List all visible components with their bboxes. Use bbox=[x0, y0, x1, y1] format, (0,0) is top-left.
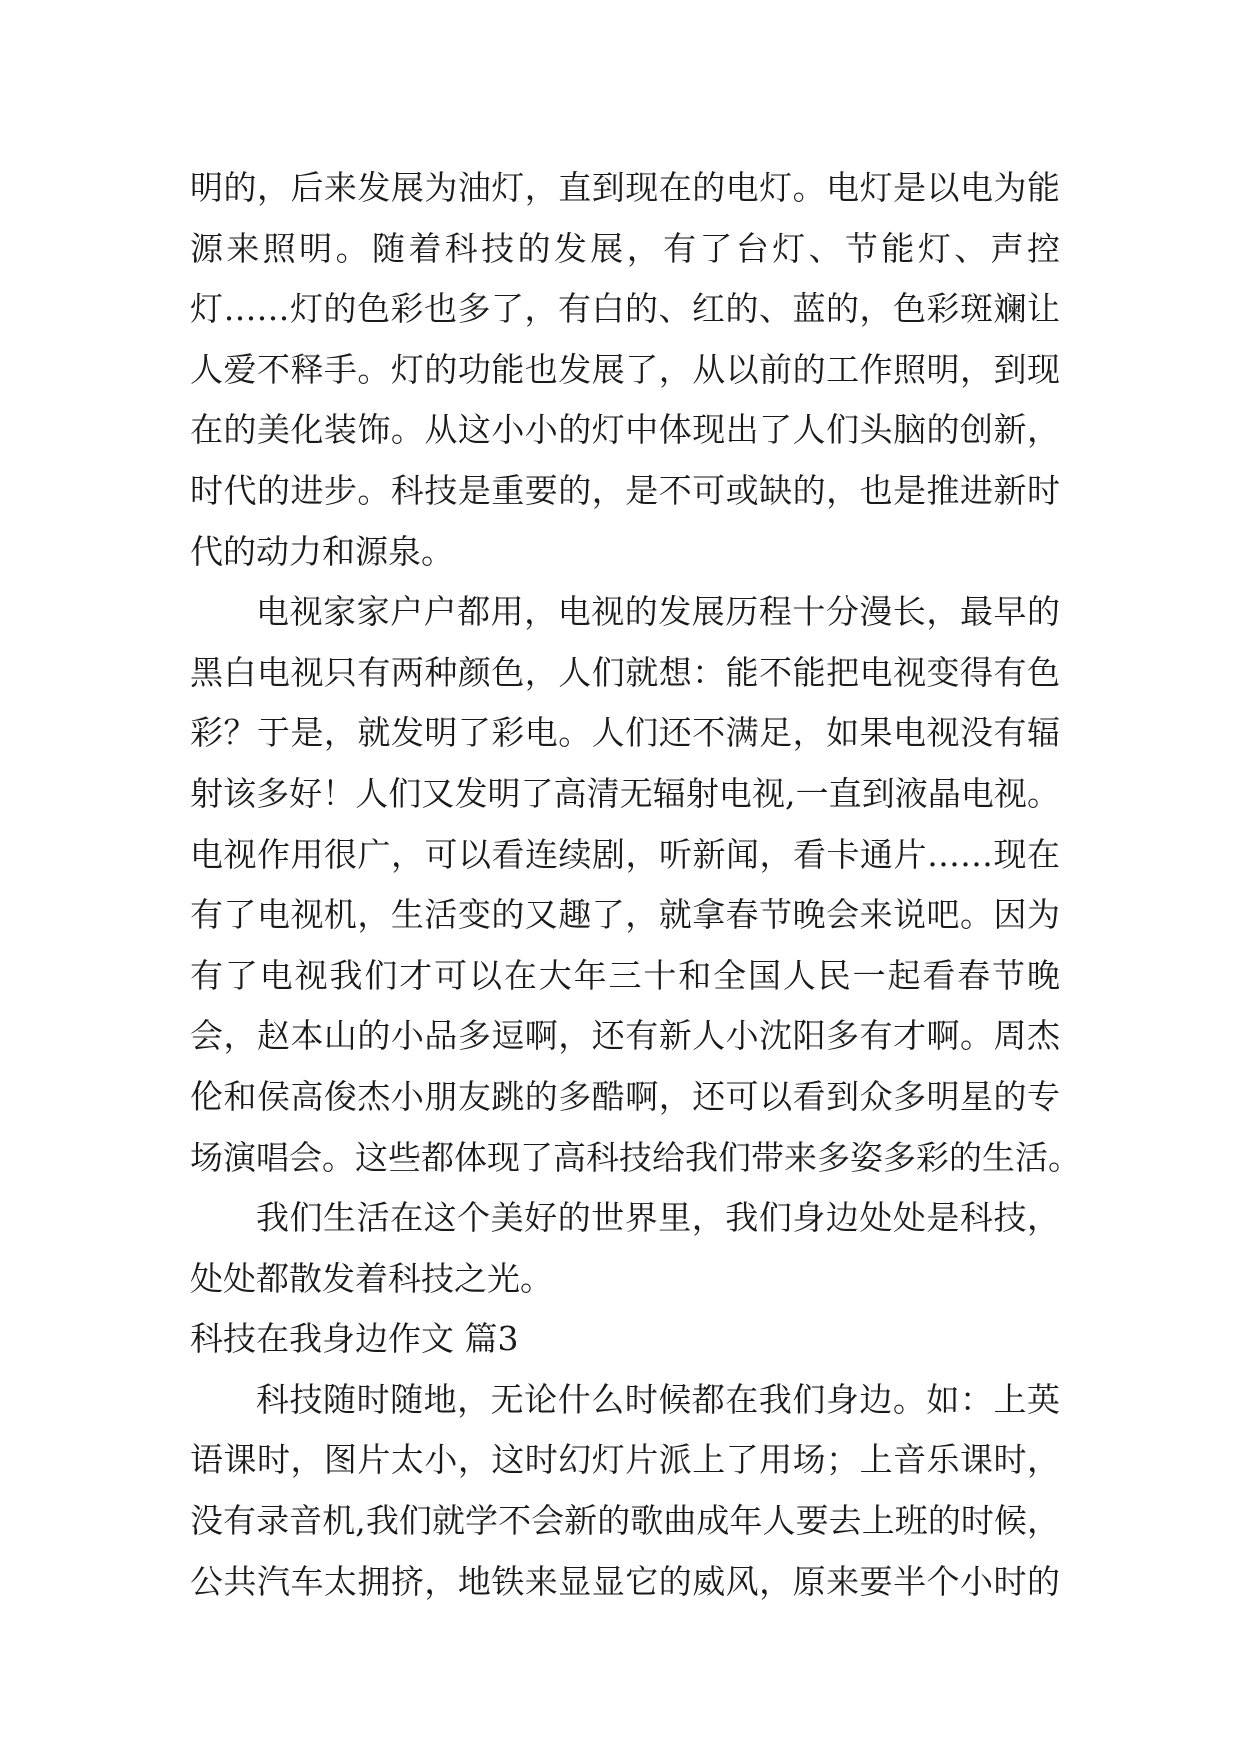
text-line: 在的美化装饰。从这小小的灯中体现出了人们头脑的创新， bbox=[190, 410, 1060, 450]
text-line: 人爱不释手。灯的功能也发展了，从以前的工作照明，到现 bbox=[190, 349, 1060, 389]
text-line: 语课时，图片太小，这时幻灯片派上了用场；上音乐课时， bbox=[190, 1440, 1060, 1480]
text-line: 源来照明。随着科技的发展，有了台灯、节能灯、声控 bbox=[190, 228, 1060, 268]
text-line: 科技随时随地，无论什么时候都在我们身边。如：上英 bbox=[256, 1379, 1060, 1419]
body-text bbox=[190, 158, 1081, 1612]
text-line: 射该多好！人们又发明了高清无辐射电视,一直到液晶电视。 bbox=[190, 773, 1060, 813]
text-line: 伦和侯高俊杰小朋友跳的多酷啊，还可以看到众多明星的专 bbox=[190, 1076, 1060, 1116]
text-line: 我们生活在这个美好的世界里，我们身边处处是科技， bbox=[256, 1198, 1060, 1238]
text-line: 有了电视我们才可以在大年三十和全国人民一起看春节晚 bbox=[190, 955, 1060, 995]
text-line: 黑白电视只有两种颜色，人们就想：能不能把电视变得有色 bbox=[190, 652, 1060, 692]
text-line: 公共汽车太拥挤，地铁来显显它的威风，原来要半个小时的 bbox=[190, 1561, 1060, 1601]
text-line: 电视作用很广，可以看连续剧，听新闻，看卡通片……现在 bbox=[190, 834, 1060, 874]
text-line: 有了电视机，生活变的又趣了，就拿春节晚会来说吧。因为 bbox=[190, 895, 1060, 935]
text-line: 时代的进步。科技是重要的，是不可或缺的，也是推进新时 bbox=[190, 470, 1060, 510]
text-line: 代的动力和源泉。 bbox=[190, 531, 454, 571]
section-heading: 科技在我身边作文 篇3 bbox=[190, 1319, 519, 1359]
text-line: 场演唱会。这些都体现了高科技给我们带来多姿多彩的生活。 bbox=[190, 1137, 1081, 1177]
text-line: 没有录音机,我们就学不会新的歌曲成年人要去上班的时候， bbox=[190, 1501, 1060, 1541]
text-line: 电视家家户户都用，电视的发展历程十分漫长，最早的 bbox=[256, 592, 1060, 632]
text-line: 明的，后来发展为油灯，直到现在的电灯。电灯是以电为能 bbox=[190, 168, 1060, 207]
text-line: 处处都散发着科技之光。 bbox=[190, 1258, 553, 1298]
text-line: 灯……灯的色彩也多了，有白的、红的、蓝的，色彩斑斓让 bbox=[190, 289, 1060, 329]
text-line: 彩？于是，就发明了彩电。人们还不满足，如果电视没有辐 bbox=[190, 713, 1060, 753]
text-line: 会，赵本山的小品多逗啊，还有新人小沈阳多有才啊。周杰 bbox=[190, 1016, 1060, 1056]
